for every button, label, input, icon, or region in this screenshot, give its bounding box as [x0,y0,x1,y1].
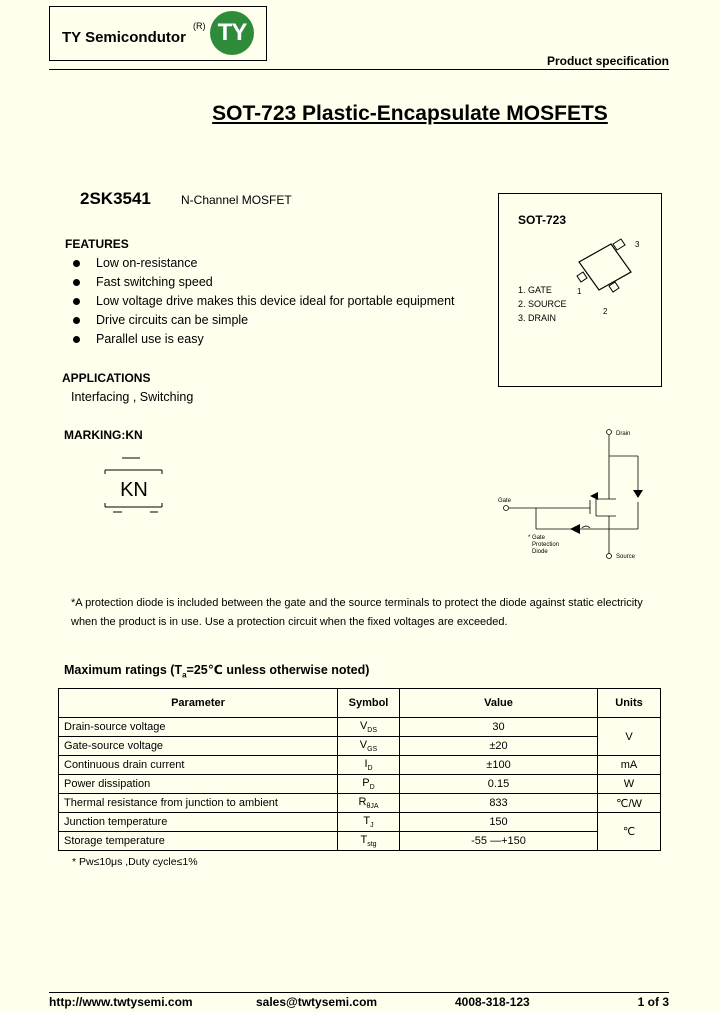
features-list [73,254,455,349]
company-name: TY Semicondutor [62,29,186,46]
col-header-symbol: Symbol [338,689,400,718]
package-box [498,193,662,387]
table-row: Power dissipation $P_D$ 0.15 W [59,775,661,794]
features-heading: FEATURES [65,237,129,251]
marking-heading: MARKING:KN [64,428,143,442]
applications-text: Interfacing , Switching [71,390,194,404]
diode-label: Diode [532,549,548,555]
table-row: Thermal resistance from junction to ambient $R_{\theta JA}$ 833 ℃/W [59,794,661,813]
part-description: N-Channel MOSFET [181,193,292,207]
feature-item: Fast switching speed [73,273,455,292]
feature-item: Parallel use is easy [73,330,455,349]
col-header-parameter: Parameter [59,689,338,718]
unit-temp: ℃ [598,813,661,851]
marking-code: KN [120,479,148,501]
footer-url[interactable]: http://www.twtysemi.com [49,995,193,1009]
footer-email[interactable]: sales@twtysemi.com [256,995,378,1009]
note-line-2: when the product is in use. Use a protection circuit when the fixed voltages are exceeded. [71,616,508,628]
ratings-heading: Maximum ratings ($T_a=25℃$ unless otherwise noted) [64,663,370,680]
note-line-1: *A protection diode is included between the gate and the source terminals to protect the diode against static electricity [71,597,643,609]
company-logo [49,6,267,61]
pin-number-1: 1 [577,287,582,296]
feature-item: Low voltage drive makes this device ideal for portable equipment [73,292,455,311]
unit-volt: V [598,718,661,756]
pin-number-2: 2 [603,307,608,314]
source-label: Source [616,554,636,560]
table-row: Continuous drain current $I_D$ ±100 mA [59,756,661,775]
diode-label: * Gate [528,535,546,541]
pin-label-drain: 3. DRAIN [518,313,557,323]
pin-number-3: 3 [635,240,640,249]
page-number: 1 of 3 [637,995,669,1009]
footer-rule [49,992,669,993]
ratings-footnote: * Pw≤10μs ,Duty cycle≤1% [72,856,198,868]
drain-label: Drain [616,431,631,437]
registered-mark: (R) [193,21,206,31]
page-title: SOT-723 Plastic-Encapsulate MOSFETS [212,102,608,125]
part-number: 2SK3541 [80,189,151,208]
feature-item: Drive circuits can be simple [73,311,455,330]
spec-label: Product specification [546,54,669,68]
applications-heading: APPLICATIONS [62,371,151,385]
pin-label-gate: 1. GATE [518,285,552,295]
diode-label: Protection [532,542,560,548]
table-header-row [59,689,661,718]
table-row: Gate-source voltage $V_{GS}$ ±20 [59,737,661,756]
table-row: Drain-source voltage $V_{DS}$ 30 V [59,718,661,737]
table-row: Storage temperature $T_{stg}$ -55 —+150 [59,832,661,851]
col-header-units: Units [598,689,661,718]
logo-mark: TY [210,11,254,55]
header-rule [49,69,669,70]
footer-phone: 4008-318-123 [455,995,530,1009]
pin-label-source: 2. SOURCE [518,299,567,309]
gate-label: Gate [498,498,512,504]
package-drawing [569,234,649,314]
ratings-table [58,688,661,851]
marking-drawing [100,450,170,522]
table-row: Junction temperature $T_J$ 150 ℃ [59,813,661,832]
mosfet-circuit [490,424,670,564]
feature-item: Low on-resistance [73,254,455,273]
package-title: SOT-723 [518,213,567,227]
col-header-value: Value [400,689,598,718]
